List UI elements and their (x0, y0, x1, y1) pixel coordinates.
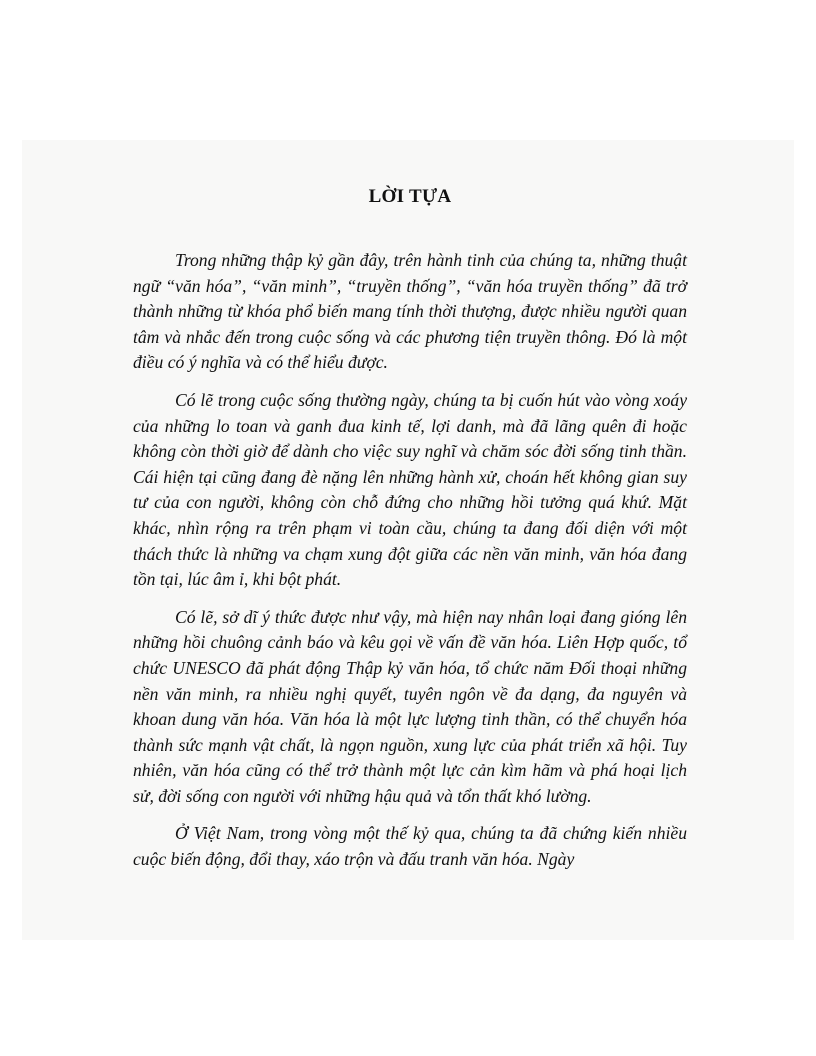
preface-body (133, 184, 687, 885)
paragraph-3: Có lẽ, sở dĩ ý thức được như vậy, mà hiện nay nhân loại đang gióng lên những hồi chuông cảnh báo và kêu gọi về vấn đề văn hóa. Liên Hợp quốc, tổ chức UNESCO đã phát động Thập kỷ văn hóa, tổ chức năm Đối thoại những nền văn minh, ra nhiều nghị quyết, tuyên ngôn về đa dạng, đa nguyên và khoan dung văn hóa. Văn hóa là một lực lượng tinh thần, có thể chuyển hóa thành sức mạnh vật chất, là ngọn nguồn, xung lực của phát triển xã hội. Tuy nhiên, văn hóa cũng có thể trở thành một lực cản kìm hãm và phá hoại lịch sử, đời sống con người với những hậu quả và tổn thất khó lường. (133, 606, 687, 806)
page-title: LỜI TỰA (368, 186, 452, 207)
paragraph-4: Ở Việt Nam, trong vòng một thế kỷ qua, chúng ta đã chứng kiến nhiều cuộc biến động, đổi thay, xáo trộn và đấu tranh văn hóa. Ngày (133, 823, 687, 870)
paragraph-2: Có lẽ trong cuộc sống thường ngày, chúng ta bị cuốn hút vào vòng xoáy của những lo toan và ganh đua kinh tế, lợi danh, mà đã lãng quên đi hoặc không còn thời giờ để dành cho việc suy nghĩ và chăm sóc đời sống tinh thần. Cái hiện tại cũng đang đè nặng lên những hành xử, choán hết không gian suy tư của con người, không còn chỗ đứng cho những hồi tưởng quá khứ. Mặt khác, nhìn rộng ra trên phạm vi toàn cầu, chúng ta đang đối diện với một thách thức là những va chạm xung đột giữa các nền văn minh, văn hóa đang tồn tại, lúc âm ỉ, khi bột phát. (133, 389, 687, 590)
paragraph-1: Trong những thập kỷ gần đây, trên hành tinh của chúng ta, những thuật ngữ “văn hóa”, “văn minh”, “truyền thống”, “văn hóa truyền thống” đã trở thành những từ khóa phổ biến mang tính thời thượng, được nhiều người quan tâm và nhắc đến trong cuộc sống và các phương tiện truyền thông. Đó là một điều có ý nghĩa và có thể hiểu được. (133, 250, 687, 373)
